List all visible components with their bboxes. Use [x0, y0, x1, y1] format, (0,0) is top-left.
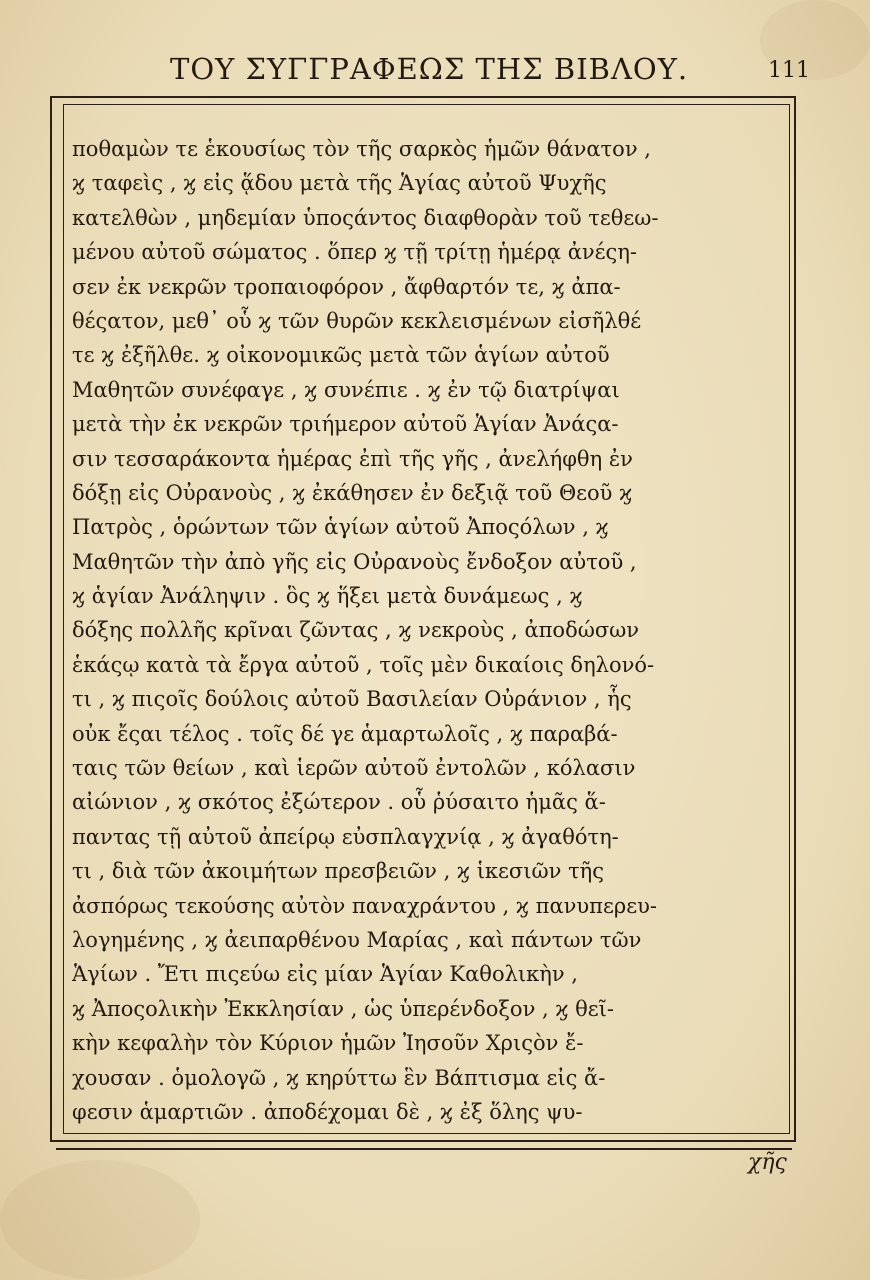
- text-line: ϗ Ἀποςολικὴν Ἐκκλησίαν , ὡς ὑπερένδοξον , ϗ θεῖ-: [72, 996, 614, 1021]
- text-line: δόξῃ εἰς Οὐρανοὺς , ϗ ἐκάθησεν ἐν δεξιᾷ τοῦ Θεοῦ ϗ: [72, 480, 633, 505]
- text-line: λογημένης , ϗ ἀειπαρθένου Μαρίας , καὶ πάντων τῶν: [72, 927, 642, 952]
- text-line: θέςατον, μεθ᾽ οὗ ϗ τῶν θυρῶν κεκλεισμένων εἰσῆλθέ: [72, 308, 642, 333]
- text-line: φεσιν ἁμαρτιῶν . ἀποδέχομαι δὲ , ϗ ἐξ ὅλης ψυ-: [72, 1099, 583, 1124]
- text-line: μένου αὐτοῦ σώματος . ὅπερ ϗ τῇ τρίτῃ ἡμέρᾳ ἀνέςη-: [72, 240, 638, 265]
- text-line: ϗ ταφεὶς , ϗ εἰς ᾅδου μετὰ τῆς Ἁγίας αὐτοῦ Ψυχῆς: [72, 171, 607, 196]
- header-title: ΤΟΥ ΣΥΓΓΡΑΦΕΩΣ ΤΗΣ ΒΙΒΛΟΥ.: [170, 52, 689, 86]
- page-number: 111: [768, 58, 810, 83]
- text-line: ποθαμὼν τε ἑκουσίως τὸν τῆς σαρκὸς ἡμῶν θάνατον ,: [72, 137, 651, 161]
- paper-stain: [0, 1160, 200, 1280]
- text-line: Ἁγίων . Ἔτι πιςεύω εἰς μίαν Ἁγίαν Καθολικὴν ,: [72, 962, 578, 987]
- text-line: τε ϗ ἐξῆλθε. ϗ οἰκονομικῶς μετὰ τῶν ἁγίων αὐτοῦ: [72, 343, 610, 368]
- text-line: τι , ϗ πιςοῖς δούλοις αὐτοῦ Βασιλείαν Οὐράνιον , ἧς: [72, 687, 632, 712]
- text-line: τι , διὰ τῶν ἀκοιμήτων πρεσβειῶν , ϗ ἱκεσιῶν τῆς: [72, 859, 605, 884]
- bottom-rule: [56, 1148, 792, 1150]
- text-line: ταις τῶν θείων , καὶ ἱερῶν αὐτοῦ ἐντολῶν , κόλασιν: [72, 756, 636, 781]
- text-line: Μαθητῶν τὴν ἀπὸ γῆς εἰς Οὐρανοὺς ἔνδοξον αὐτοῦ ,: [72, 549, 637, 574]
- text-line: οὐκ ἔςαι τέλος . τοῖς δέ γε ἁμαρτωλοῖς , ϗ παραβά-: [72, 721, 618, 746]
- catchword: χῆς: [748, 1150, 787, 1175]
- text-line: ἑκάςῳ κατὰ τὰ ἔργα αὐτοῦ , τοῖς μὲν δικαίοις δηλονό-: [72, 652, 655, 677]
- text-line: κατελθὼν , μηδεμίαν ὑποςάντος διαφθορὰν τοῦ τεθεω-: [72, 205, 659, 230]
- running-header: [170, 52, 810, 92]
- text-line: παντας τῇ αὐτοῦ ἀπείρῳ εὐσπλαγχνίᾳ , ϗ ἀγαθότη-: [72, 824, 619, 849]
- text-line: κὴν κεφαλὴν τὸν Κύριον ἡμῶν Ἰησοῦν Χριςὸν ἔ-: [72, 1031, 584, 1056]
- body-text: [72, 132, 782, 1129]
- text-line: μετὰ τὴν ἐκ νεκρῶν τριήμερον αὐτοῦ Ἁγίαν Ἀνάςα-: [72, 412, 619, 437]
- text-line: ἀσπόρως τεκούσης αὐτὸν παναχράντου , ϗ πανυπερευ-: [72, 893, 657, 918]
- text-line: Πατρὸς , ὁρώντων τῶν ἁγίων αὐτοῦ Ἀποςόλων , ϗ: [72, 515, 609, 540]
- text-line: σιν τεσσαράκοντα ἡμέρας ἐπὶ τῆς γῆς , ἀνελήφθη ἐν: [72, 446, 633, 471]
- text-line: αἰώνιον , ϗ σκότος ἐξώτερον . οὗ ῥύσαιτο ἡμᾶς ἅ-: [72, 790, 606, 815]
- text-line: Μαθητῶν συνέφαγε , ϗ συνέπιε . ϗ ἐν τῷ διατρίψαι: [72, 377, 620, 402]
- text-line: ϗ ἁγίαν Ἀνάληψιν . ὃς ϗ ἥξει μετὰ δυνάμεως , ϗ: [72, 584, 583, 609]
- text-line: σεν ἐκ νεκρῶν τροπαιοφόρον , ἄφθαρτόν τε, ϗ ἀπα-: [72, 274, 621, 299]
- text-line: δόξης πολλῆς κρῖναι ζῶντας , ϗ νεκροὺς , ἀποδώσων: [72, 618, 640, 643]
- text-line: χουσαν . ὁμολογῶ , ϗ κηρύττω ἓν Βάπτισμα εἰς ἄ-: [72, 1065, 606, 1090]
